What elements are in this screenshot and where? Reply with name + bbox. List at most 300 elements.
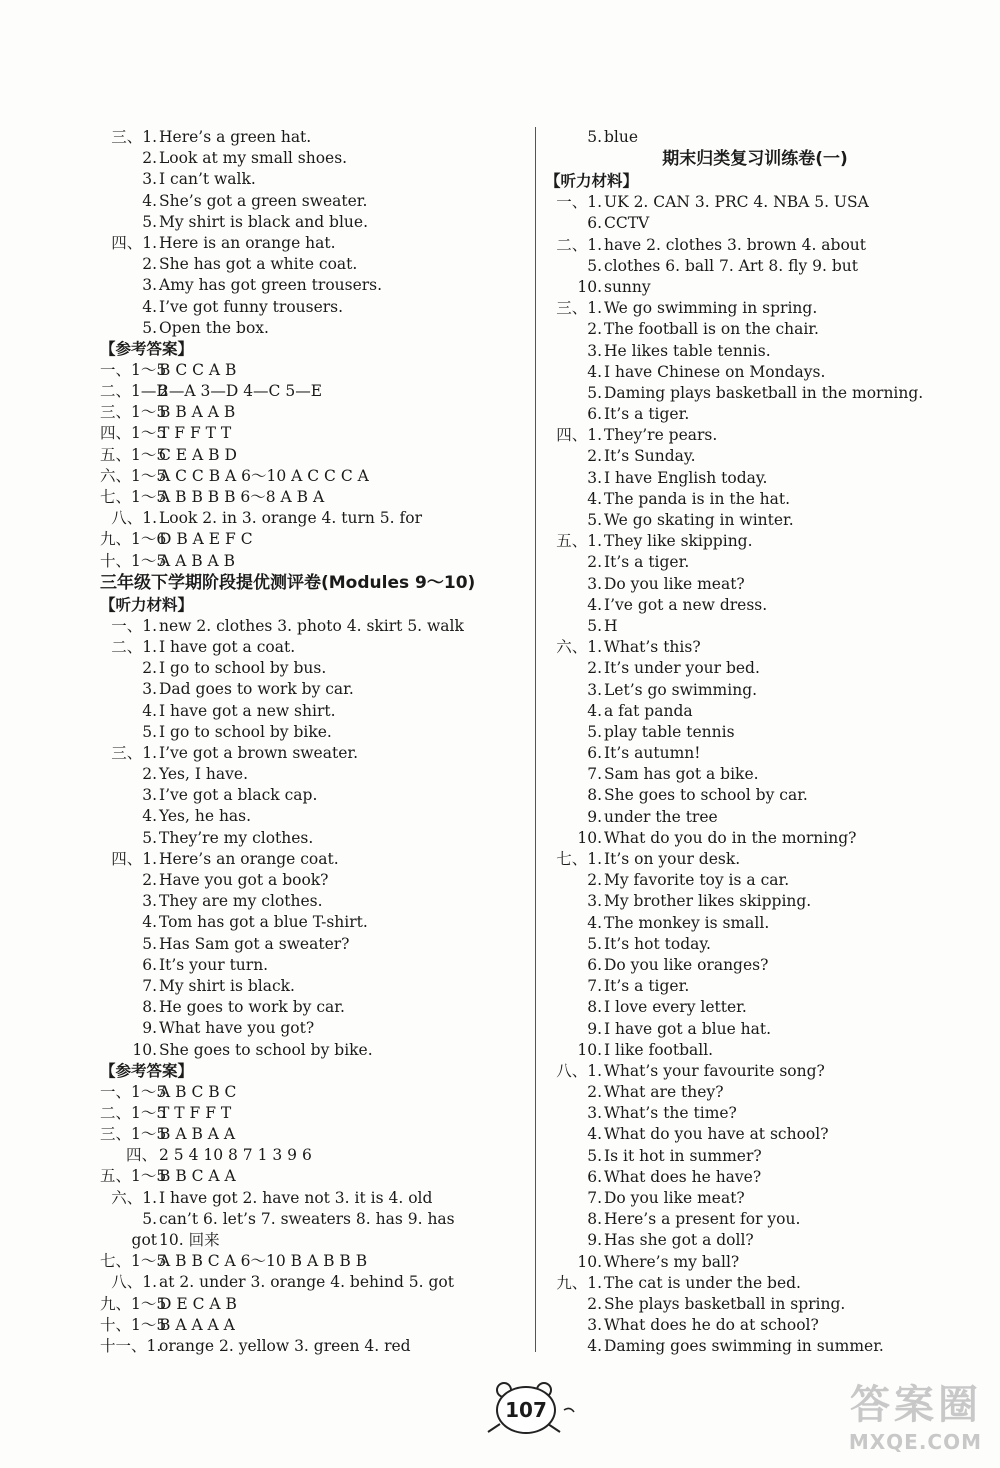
answer-line <box>100 1124 525 1145</box>
answer-line <box>545 319 965 340</box>
answer-line <box>100 1294 525 1315</box>
item-number: 2. <box>587 447 602 466</box>
item-text: B C C A B <box>159 360 237 379</box>
answer-line <box>545 552 965 573</box>
answer-line <box>100 976 525 997</box>
answer-line <box>100 318 525 339</box>
item-number: 3. <box>587 574 602 593</box>
answer-line <box>100 849 525 870</box>
answer-line <box>545 616 965 637</box>
answer-line <box>100 1145 525 1166</box>
item-number: 十、1～5 <box>100 551 167 570</box>
item-text: Dad goes to work by car. <box>159 680 354 699</box>
item-text: What have you got? <box>159 1019 315 1038</box>
item-number: 5. <box>142 1209 157 1228</box>
right-column <box>545 127 965 1358</box>
item-number: 10. <box>577 1040 602 1059</box>
answer-line <box>545 658 965 679</box>
item-number: 五、1～5 <box>100 445 167 464</box>
item-number: 3. <box>587 892 602 911</box>
answer-line <box>100 870 525 891</box>
item-text: I have got a blue hat. <box>604 1019 772 1038</box>
item-number: 4. <box>142 913 157 932</box>
item-number: 三、1. <box>556 299 602 318</box>
item-text: The football is on the chair. <box>604 320 819 339</box>
left-column <box>100 127 525 1357</box>
answer-line <box>100 212 525 233</box>
answer-line <box>100 275 525 296</box>
item-number: 九、1～6 <box>100 530 167 549</box>
item-text: clothes 6. ball 7. Art 8. fly 9. but <box>604 256 859 275</box>
answer-line <box>545 785 965 806</box>
answer-line <box>545 341 965 362</box>
item-text: What’s this? <box>604 638 701 657</box>
item-text: What do you do in the morning? <box>604 828 857 847</box>
item-text: Has she got a doll? <box>604 1231 754 1250</box>
item-number: 2. <box>587 320 602 339</box>
answer-line <box>545 1294 965 1315</box>
item-number: 4. <box>142 297 157 316</box>
item-number: 6. <box>142 955 157 974</box>
item-number: 2. <box>587 871 602 890</box>
item-number: 4. <box>587 1337 602 1356</box>
item-text: Here’s a present for you. <box>604 1210 801 1229</box>
item-number: 2. <box>587 553 602 572</box>
item-text: He goes to work by car. <box>159 998 345 1017</box>
item-text: Here is an orange hat. <box>159 233 336 252</box>
item-text: It’s a tiger. <box>604 553 690 572</box>
item-text: a fat panda <box>604 701 693 720</box>
item-text: under the tree <box>604 807 718 826</box>
item-text: Yes, he has. <box>159 807 252 826</box>
item-number: 四、 <box>125 1146 157 1165</box>
item-number: 三、1. <box>111 128 157 146</box>
answer-line <box>545 891 965 912</box>
answer-line <box>100 1166 525 1187</box>
answer-line <box>100 254 525 275</box>
item-text: I have English today. <box>604 468 768 487</box>
item-number: 4. <box>142 191 157 210</box>
answer-line <box>545 192 965 213</box>
item-number: 八、1. <box>556 1061 602 1080</box>
item-number: 5. <box>587 256 602 275</box>
item-number: 三、1～5 <box>100 1125 167 1144</box>
item-text: Look 2. in 3. orange 4. turn 5. for <box>159 509 423 528</box>
item-text: I have Chinese on Mondays. <box>604 362 826 381</box>
answer-line <box>545 1188 965 1209</box>
item-text: D E C A B <box>159 1294 237 1313</box>
item-text: It’s on your desk. <box>604 850 741 868</box>
item-number: 10. <box>577 277 602 296</box>
item-text: I love every letter. <box>604 998 747 1017</box>
answer-line <box>545 1252 965 1273</box>
item-number: 3. <box>142 170 157 189</box>
answer-line <box>545 913 965 934</box>
answer-line <box>545 235 965 256</box>
item-number: 4. <box>587 1125 602 1144</box>
item-number: 六、1～5 <box>100 466 167 485</box>
item-number: 5. <box>587 616 602 635</box>
item-text: She goes to school by car. <box>604 786 808 805</box>
answer-line <box>545 256 965 277</box>
item-text: What does he do at school? <box>604 1316 819 1335</box>
answer-line <box>545 870 965 891</box>
item-number: 4. <box>142 701 157 720</box>
item-text: What do you have at school? <box>604 1125 829 1144</box>
item-text: have 2. clothes 3. brown 4. about <box>604 235 867 254</box>
item-text: I have got a new shirt. <box>159 701 336 720</box>
item-number: 二、1. <box>111 637 157 656</box>
item-text: My brother likes skipping. <box>604 892 812 911</box>
item-number: 5. <box>142 828 157 847</box>
item-text: They are my clothes. <box>159 892 323 911</box>
item-text: She has got a white coat. <box>159 255 358 274</box>
item-number: 2. <box>142 765 157 784</box>
item-number: 9. <box>587 807 602 826</box>
answer-line <box>100 1315 525 1336</box>
item-text: I’ve got a brown sweater. <box>159 743 358 762</box>
item-number: 9. <box>142 1019 157 1038</box>
item-text: What’s the time? <box>604 1104 737 1123</box>
item-number: 2. <box>142 149 157 168</box>
answer-line <box>100 1230 525 1251</box>
item-text: blue <box>604 128 639 146</box>
answer-line <box>100 1040 525 1061</box>
item-number: 7. <box>587 1189 602 1207</box>
item-text: It’s a tiger. <box>604 405 690 424</box>
item-text: Here’s an orange coat. <box>159 849 339 868</box>
answer-line <box>545 1019 965 1040</box>
item-number: 3. <box>587 680 602 699</box>
item-text: It’s autumn! <box>604 744 701 763</box>
item-number: 十、1～5 <box>100 1315 167 1334</box>
item-text: T T F F T <box>159 1103 232 1122</box>
answer-line <box>545 1103 965 1124</box>
item-text: Do you like oranges? <box>604 955 769 974</box>
item-number: 6. <box>587 1167 602 1186</box>
answer-line <box>100 722 525 743</box>
item-number: 七、1. <box>556 850 602 868</box>
answer-line <box>545 1082 965 1103</box>
answer-line <box>545 1315 965 1336</box>
answer-line <box>545 1336 965 1357</box>
answer-line <box>545 701 965 722</box>
page-number-badge <box>480 1380 580 1440</box>
answer-line <box>100 233 525 254</box>
answer-line <box>100 701 525 722</box>
item-number: 九、1～5 <box>100 1294 167 1313</box>
answer-line <box>545 849 965 870</box>
watermark-url: MXQE.COM <box>848 1430 982 1454</box>
item-number: 2. <box>142 255 157 274</box>
answer-line <box>100 360 525 381</box>
item-text: They like skipping. <box>604 532 753 551</box>
item-text: A B B B B 6～8 A B A <box>159 488 325 506</box>
item-number: 4. <box>587 913 602 932</box>
answer-line <box>545 298 965 319</box>
answer-line <box>100 191 525 212</box>
item-number: 8. <box>587 1210 602 1229</box>
answer-line <box>545 955 965 976</box>
answer-line <box>545 383 965 404</box>
item-number: 5. <box>587 722 602 741</box>
item-number: 3. <box>142 786 157 805</box>
answer-line <box>100 764 525 785</box>
answer-line <box>545 1124 965 1145</box>
answer-line <box>100 1272 525 1293</box>
answer-line <box>100 997 525 1018</box>
item-text: Open the box. <box>159 318 269 337</box>
item-text: My shirt is black and blue. <box>159 212 369 231</box>
answer-line <box>545 574 965 595</box>
item-text: Yes, I have. <box>159 765 248 784</box>
item-text: I’ve got funny trousers. <box>159 297 344 316</box>
item-number: 4. <box>142 807 157 826</box>
item-text: UK 2. CAN 3. PRC 4. NBA 5. USA <box>604 193 869 212</box>
item-text: C E A B D <box>159 445 237 464</box>
item-number: got <box>131 1231 157 1249</box>
answer-line <box>100 466 525 487</box>
answer-line <box>100 912 525 933</box>
item-text: What does he have? <box>604 1167 762 1186</box>
item-number: 3. <box>587 1104 602 1123</box>
item-number: 4. <box>587 362 602 381</box>
answer-line <box>545 997 965 1018</box>
answer-line <box>100 828 525 849</box>
item-text: 2—A 3—D 4—C 5—E <box>159 382 323 401</box>
answer-line <box>100 148 525 169</box>
item-number: 5. <box>587 511 602 529</box>
item-text: I go to school by bike. <box>159 722 332 741</box>
item-text: A B C B C <box>159 1082 237 1101</box>
item-number: 3. <box>587 1316 602 1335</box>
item-number: 5. <box>587 934 602 953</box>
item-text: D B A E F C <box>159 530 253 549</box>
answer-line <box>545 743 965 764</box>
answer-line <box>545 680 965 701</box>
answer-line <box>100 955 525 976</box>
answer-line <box>545 468 965 489</box>
answer-line <box>545 1040 965 1061</box>
item-text: The panda is in the hat. <box>604 489 791 508</box>
item-text: They’re my clothes. <box>159 828 314 847</box>
item-text: It’s hot today. <box>604 934 711 953</box>
item-number: 十一、1. <box>100 1336 162 1355</box>
answer-line <box>545 828 965 849</box>
item-text: They’re pears. <box>604 426 718 445</box>
item-number: 2. <box>587 659 602 678</box>
item-text: I have got a coat. <box>159 637 296 656</box>
section-title: 三年级下学期阶段提优测评卷(Modules 9～10) <box>100 572 476 593</box>
item-number: 3. <box>587 468 602 487</box>
item-text: T F F T T <box>159 424 232 443</box>
answer-line <box>545 277 965 298</box>
answer-line <box>100 616 525 637</box>
answer-line <box>100 508 525 529</box>
item-number: 六、1. <box>556 638 602 657</box>
item-number: 8. <box>142 998 157 1017</box>
answer-line <box>100 1188 525 1209</box>
item-text: I have got 2. have not 3. it is 4. old <box>159 1188 433 1207</box>
item-number: 3. <box>587 341 602 360</box>
item-number: 9. <box>587 1019 602 1038</box>
item-text: What are they? <box>604 1083 724 1102</box>
item-number: 2. <box>587 1294 602 1313</box>
item-text: It’s your turn. <box>159 955 269 974</box>
item-text: The cat is under the bed. <box>604 1273 801 1292</box>
item-text: B B A A B <box>159 403 236 422</box>
answer-line <box>545 213 965 234</box>
item-number: 7. <box>587 977 602 996</box>
item-number: 3. <box>142 892 157 911</box>
item-number: 一、1. <box>111 616 157 635</box>
item-text: Where’s my ball? <box>604 1252 740 1271</box>
item-number: 5. <box>142 934 157 953</box>
answer-line <box>100 551 525 572</box>
item-number: 三、1. <box>111 743 157 762</box>
item-text: Have you got a book? <box>159 871 329 889</box>
answer-line <box>545 1167 965 1188</box>
item-text: It’s under your bed. <box>604 659 760 678</box>
item-number: 四、1. <box>111 849 157 868</box>
answer-line <box>100 679 525 700</box>
answer-line <box>545 127 965 148</box>
item-text: My favorite toy is a car. <box>604 871 790 890</box>
item-number: 二、1—B <box>100 382 168 401</box>
answer-line <box>545 1061 965 1082</box>
item-number: 10. <box>577 1252 602 1271</box>
answer-line <box>100 1018 525 1039</box>
item-text: A B B C A 6～10 B A B B B <box>159 1252 368 1271</box>
item-number: 5. <box>142 212 157 231</box>
item-text: She goes to school by bike. <box>159 1040 373 1059</box>
answer-line <box>100 1103 525 1124</box>
answer-line <box>100 637 525 658</box>
answer-line <box>545 722 965 743</box>
item-number: 9. <box>587 1231 602 1250</box>
item-text: sunny <box>604 277 651 296</box>
item-number: 二、1. <box>556 235 602 254</box>
item-number: 2. <box>142 871 157 889</box>
item-text: The monkey is small. <box>604 913 770 932</box>
item-number: 5. <box>142 318 157 337</box>
item-text: A A B A B <box>159 551 236 570</box>
item-text: B A A A A <box>159 1315 235 1334</box>
item-text: B A B A A <box>159 1125 236 1144</box>
answer-line <box>100 402 525 423</box>
item-number: 五、1～5 <box>100 1167 167 1186</box>
answer-line <box>100 934 525 955</box>
item-number: 3. <box>142 276 157 295</box>
section-header: 【参考答案】 <box>100 339 194 358</box>
answer-line <box>545 637 965 658</box>
item-number: 5. <box>142 722 157 741</box>
answer-line <box>100 743 525 764</box>
item-number: 5. <box>587 383 602 402</box>
answer-line <box>545 531 965 552</box>
answer-line <box>100 127 525 148</box>
answer-line <box>100 487 525 508</box>
item-number: 3. <box>142 680 157 699</box>
answer-line <box>545 1273 965 1294</box>
item-number: 四、1. <box>556 426 602 445</box>
item-number: 七、1～5 <box>100 488 167 506</box>
item-text: I’ve got a new dress. <box>604 595 768 614</box>
item-number: 8. <box>587 998 602 1017</box>
answer-line <box>100 529 525 550</box>
section-header: 【参考答案】 <box>100 1061 194 1080</box>
item-number: 10. <box>577 828 602 847</box>
item-text: play table tennis <box>604 722 735 741</box>
item-text: I like football. <box>604 1040 714 1059</box>
item-text: It’s Sunday. <box>604 447 696 466</box>
answer-line <box>545 976 965 997</box>
item-text: I go to school by bus. <box>159 659 327 678</box>
item-number: 6. <box>587 405 602 424</box>
item-number: 一、1. <box>556 193 602 212</box>
item-number: 四、1. <box>111 233 157 252</box>
item-text: B B C A A <box>159 1167 236 1186</box>
answer-line <box>545 807 965 828</box>
item-number: 二、1～5 <box>100 1103 167 1122</box>
section-title: 期末归类复习训练卷(一) <box>662 149 848 170</box>
item-number: 7. <box>142 976 157 995</box>
item-number: 六、1. <box>111 1188 157 1207</box>
answer-line <box>100 423 525 444</box>
item-text: Look at my small shoes. <box>159 149 348 168</box>
item-number: 一、1～5 <box>100 1082 167 1101</box>
section-header: 【听力材料】 <box>100 595 194 614</box>
answer-line <box>545 764 965 785</box>
column-divider <box>535 127 536 1352</box>
answer-line <box>100 658 525 679</box>
item-text: It’s a tiger. <box>604 977 690 996</box>
item-text: at 2. under 3. orange 4. behind 5. got <box>159 1273 454 1292</box>
item-number: 4. <box>587 595 602 614</box>
answer-line <box>545 1230 965 1251</box>
answer-line <box>545 425 965 446</box>
answer-line <box>545 404 965 425</box>
item-number: 4. <box>587 489 602 508</box>
section-header: 【听力材料】 <box>545 172 639 191</box>
item-number: 4. <box>587 701 602 720</box>
item-text: Sam has got a bike. <box>604 765 759 784</box>
item-text: Has Sam got a sweater? <box>159 934 350 953</box>
answer-line <box>545 362 965 383</box>
answer-line <box>100 1336 525 1357</box>
answer-line <box>100 297 525 318</box>
item-number: 一、1～5 <box>100 360 167 379</box>
item-number: 2. <box>142 659 157 678</box>
item-number: 5. <box>587 128 602 146</box>
answer-line <box>545 510 965 531</box>
item-text: Let’s go swimming. <box>604 680 758 699</box>
item-number: 6. <box>587 955 602 974</box>
item-text: Tom has got a blue T-shirt. <box>159 913 368 932</box>
answer-line <box>545 1146 965 1167</box>
answer-line <box>100 381 525 402</box>
item-number: 6. <box>587 744 602 763</box>
item-text: Daming plays basketball in the morning. <box>604 383 924 402</box>
item-number: 8. <box>587 786 602 805</box>
answer-line <box>100 891 525 912</box>
item-text: 10. 回来 <box>159 1231 220 1249</box>
answer-line <box>545 595 965 616</box>
answer-line <box>100 1251 525 1272</box>
item-number: 7. <box>587 765 602 784</box>
item-number: 三、1～5 <box>100 403 167 422</box>
item-text: 2 5 4 10 8 7 1 3 9 6 <box>159 1146 312 1165</box>
